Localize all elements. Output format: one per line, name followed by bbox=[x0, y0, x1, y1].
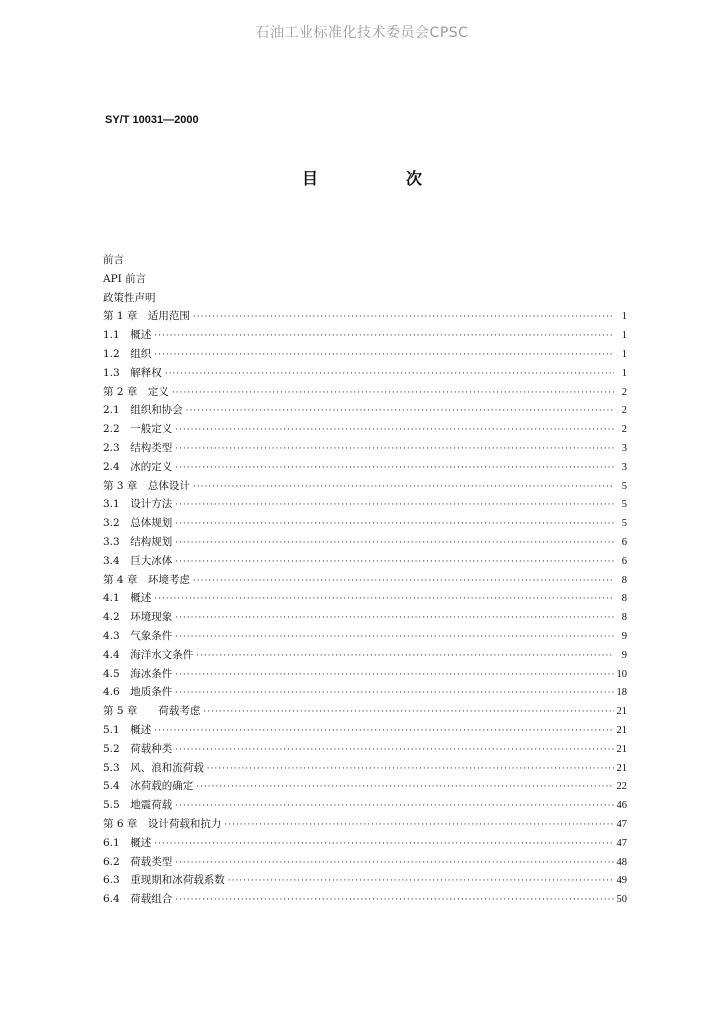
toc-dot-leader bbox=[154, 835, 613, 854]
toc-entry[interactable] bbox=[103, 815, 627, 834]
toc-entry[interactable] bbox=[103, 383, 627, 402]
toc-dot-leader bbox=[175, 421, 614, 440]
toc-entry[interactable] bbox=[103, 420, 627, 439]
toc-entry-label: 第 5 章 荷载考虑 bbox=[103, 705, 201, 718]
toc-entry-label: 2.3 结构类型 bbox=[103, 441, 173, 454]
toc-entry-label: 3.2 总体规划 bbox=[103, 517, 173, 530]
toc-dot-leader bbox=[193, 308, 614, 327]
toc-entry[interactable] bbox=[103, 533, 627, 552]
toc-dot-leader bbox=[175, 891, 613, 910]
toc-entry-page: 46 bbox=[616, 800, 627, 812]
toc-dot-leader bbox=[175, 440, 614, 459]
toc-entry[interactable] bbox=[103, 477, 627, 496]
toc-entry-page: 9 bbox=[621, 649, 627, 661]
toc-entry[interactable] bbox=[103, 777, 627, 796]
toc-entry[interactable] bbox=[103, 401, 627, 420]
toc-entry-label: 2.1 组织和协会 bbox=[103, 404, 183, 417]
toc-entry-page: 1 bbox=[621, 330, 627, 342]
toc-dot-leader bbox=[193, 478, 614, 497]
toc-entry[interactable] bbox=[103, 853, 627, 872]
toc-entry-label: 前言 bbox=[103, 254, 124, 266]
toc-entry-label: 6.1 概述 bbox=[103, 836, 152, 849]
toc-dot-leader bbox=[154, 327, 614, 346]
toc-entry-label: 第 2 章 定义 bbox=[103, 385, 169, 398]
toc-entry[interactable] bbox=[103, 307, 627, 326]
toc-dot-leader bbox=[196, 647, 614, 666]
toc-entry[interactable] bbox=[103, 702, 627, 721]
toc-entry-page: 8 bbox=[621, 593, 627, 605]
toc-entry-label: 3.3 结构规划 bbox=[103, 535, 173, 548]
toc-title: 目 次 bbox=[301, 169, 458, 188]
toc-entry-label: 5.1 概述 bbox=[103, 723, 152, 736]
toc-entry-page: 2 bbox=[621, 386, 627, 398]
toc-dot-leader bbox=[175, 666, 613, 685]
toc-dot-leader bbox=[175, 609, 614, 628]
toc-entry-page: 49 bbox=[616, 875, 627, 887]
toc-dot-leader bbox=[175, 684, 613, 703]
toc-entry-label: 6.2 荷载类型 bbox=[103, 855, 173, 868]
toc-dot-leader bbox=[175, 534, 614, 553]
toc-entry-label: 4.1 概述 bbox=[103, 592, 152, 605]
toc-dot-leader bbox=[193, 572, 614, 591]
toc-entry-label: 4.5 海冰条件 bbox=[103, 667, 173, 680]
toc-entry-page: 8 bbox=[621, 612, 627, 624]
toc-entry-label: API 前言 bbox=[103, 272, 147, 285]
toc-entry[interactable] bbox=[103, 439, 627, 458]
toc-entry-label: 第 4 章 环境考虑 bbox=[103, 573, 190, 586]
toc-entry-page: 50 bbox=[616, 894, 627, 906]
toc-entry-label: 1.1 概述 bbox=[103, 329, 152, 342]
toc-dot-leader bbox=[207, 760, 614, 779]
toc-entry-page: 2 bbox=[621, 424, 627, 436]
toc-entry-label: 政策性声明 bbox=[103, 291, 156, 304]
toc-entry-page: 47 bbox=[616, 837, 627, 849]
toc-entry[interactable] bbox=[103, 552, 627, 571]
toc-entry-page: 21 bbox=[616, 724, 627, 736]
toc-entry[interactable] bbox=[103, 796, 627, 815]
toc-dot-leader bbox=[154, 346, 614, 365]
toc-entry[interactable] bbox=[103, 495, 627, 514]
toc-entry[interactable] bbox=[103, 345, 627, 364]
toc-dot-leader bbox=[196, 778, 613, 797]
toc-dot-leader bbox=[154, 722, 613, 741]
toc-entry[interactable] bbox=[103, 740, 627, 759]
toc-entry-label: 6.3 重现期和冰荷载系数 bbox=[103, 874, 225, 887]
toc-entry[interactable] bbox=[103, 364, 627, 383]
toc-entry[interactable] bbox=[103, 571, 627, 590]
toc-entry-label: 6.4 荷载组合 bbox=[103, 893, 173, 906]
toc-entry[interactable] bbox=[103, 890, 627, 909]
toc-entry-page: 47 bbox=[616, 818, 627, 830]
toc-entry-page: 1 bbox=[621, 311, 627, 323]
toc-entry[interactable] bbox=[103, 759, 627, 778]
toc-entry-label: 3.1 设计方法 bbox=[103, 498, 173, 511]
toc-entry-page: 1 bbox=[621, 348, 627, 360]
toc-entry[interactable] bbox=[103, 326, 627, 345]
toc-entry-label: 4.3 气象条件 bbox=[103, 629, 173, 642]
standard-code: SY/T 10031—2000 bbox=[105, 114, 199, 126]
toc-entry-page: 21 bbox=[616, 743, 627, 755]
table-of-contents bbox=[103, 251, 627, 909]
toc-entry-page: 21 bbox=[616, 706, 627, 718]
toc-entry-page: 18 bbox=[616, 687, 627, 699]
toc-dot-leader bbox=[175, 515, 614, 534]
toc-entry-page: 1 bbox=[621, 367, 627, 379]
toc-entry[interactable] bbox=[103, 289, 627, 308]
toc-entry[interactable] bbox=[103, 270, 627, 289]
toc-dot-leader bbox=[175, 797, 613, 816]
toc-dot-leader bbox=[165, 365, 614, 384]
toc-entry-page: 6 bbox=[621, 536, 627, 548]
toc-entry-label: 第 1 章 适用范围 bbox=[103, 310, 190, 323]
toc-entry-page: 21 bbox=[616, 762, 627, 774]
toc-entry[interactable] bbox=[103, 871, 627, 890]
toc-entry[interactable] bbox=[103, 721, 627, 740]
toc-entry[interactable] bbox=[103, 608, 627, 627]
toc-entry-label: 5.3 风、浪和流荷载 bbox=[103, 761, 204, 774]
toc-entry-page: 8 bbox=[621, 574, 627, 586]
toc-entry[interactable] bbox=[103, 589, 627, 608]
toc-entry-label: 4.4 海洋水文条件 bbox=[103, 648, 194, 661]
toc-entry-label: 2.2 一般定义 bbox=[103, 423, 173, 436]
toc-entry-label: 第 6 章 设计荷载和抗力 bbox=[103, 817, 222, 830]
toc-entry-label: 3.4 巨大冰体 bbox=[103, 554, 173, 567]
toc-entry[interactable] bbox=[103, 251, 627, 270]
toc-entry-page: 48 bbox=[616, 856, 627, 868]
toc-entry[interactable] bbox=[103, 665, 627, 684]
toc-entry[interactable] bbox=[103, 683, 627, 702]
toc-dot-leader bbox=[172, 384, 614, 403]
toc-entry-label: 1.2 组织 bbox=[103, 347, 152, 360]
toc-entry-page: 3 bbox=[621, 442, 627, 454]
toc-entry-page: 10 bbox=[616, 668, 627, 680]
toc-entry-label: 4.2 环境现象 bbox=[103, 611, 173, 624]
toc-dot-leader bbox=[186, 402, 614, 421]
toc-entry[interactable] bbox=[103, 627, 627, 646]
toc-entry[interactable] bbox=[103, 514, 627, 533]
toc-entry-page: 3 bbox=[621, 461, 627, 473]
toc-entry-label: 5.4 冰荷载的确定 bbox=[103, 780, 194, 793]
toc-entry[interactable] bbox=[103, 458, 627, 477]
toc-entry-label: 第 3 章 总体设计 bbox=[103, 479, 190, 492]
toc-entry-page: 9 bbox=[621, 630, 627, 642]
toc-dot-leader bbox=[175, 496, 614, 515]
toc-entry-label: 1.3 解释权 bbox=[103, 366, 162, 379]
toc-dot-leader bbox=[175, 741, 613, 760]
toc-entry-label: 4.6 地质条件 bbox=[103, 686, 173, 699]
toc-dot-leader bbox=[175, 854, 613, 873]
toc-entry-label: 5.5 地震荷载 bbox=[103, 799, 173, 812]
toc-entry-label: 2.4 冰的定义 bbox=[103, 460, 173, 473]
toc-entry-page: 22 bbox=[616, 781, 627, 793]
toc-entry-page: 6 bbox=[621, 555, 627, 567]
toc-dot-leader bbox=[203, 703, 613, 722]
toc-dot-leader bbox=[224, 816, 613, 835]
toc-entry-page: 5 bbox=[621, 480, 627, 492]
toc-dot-leader bbox=[175, 553, 614, 572]
toc-entry-page: 2 bbox=[621, 405, 627, 417]
toc-dot-leader bbox=[154, 590, 614, 609]
toc-entry[interactable] bbox=[103, 646, 627, 665]
toc-entry-page: 5 bbox=[621, 499, 627, 511]
toc-dot-leader bbox=[175, 628, 614, 647]
toc-dot-leader bbox=[228, 872, 614, 891]
toc-entry[interactable] bbox=[103, 834, 627, 853]
toc-entry-page: 5 bbox=[621, 518, 627, 530]
toc-entry-label: 5.2 荷载种类 bbox=[103, 742, 173, 755]
watermark-text: 石油工业标准化技术委员会CPSC bbox=[255, 25, 469, 41]
toc-dot-leader bbox=[175, 459, 614, 478]
